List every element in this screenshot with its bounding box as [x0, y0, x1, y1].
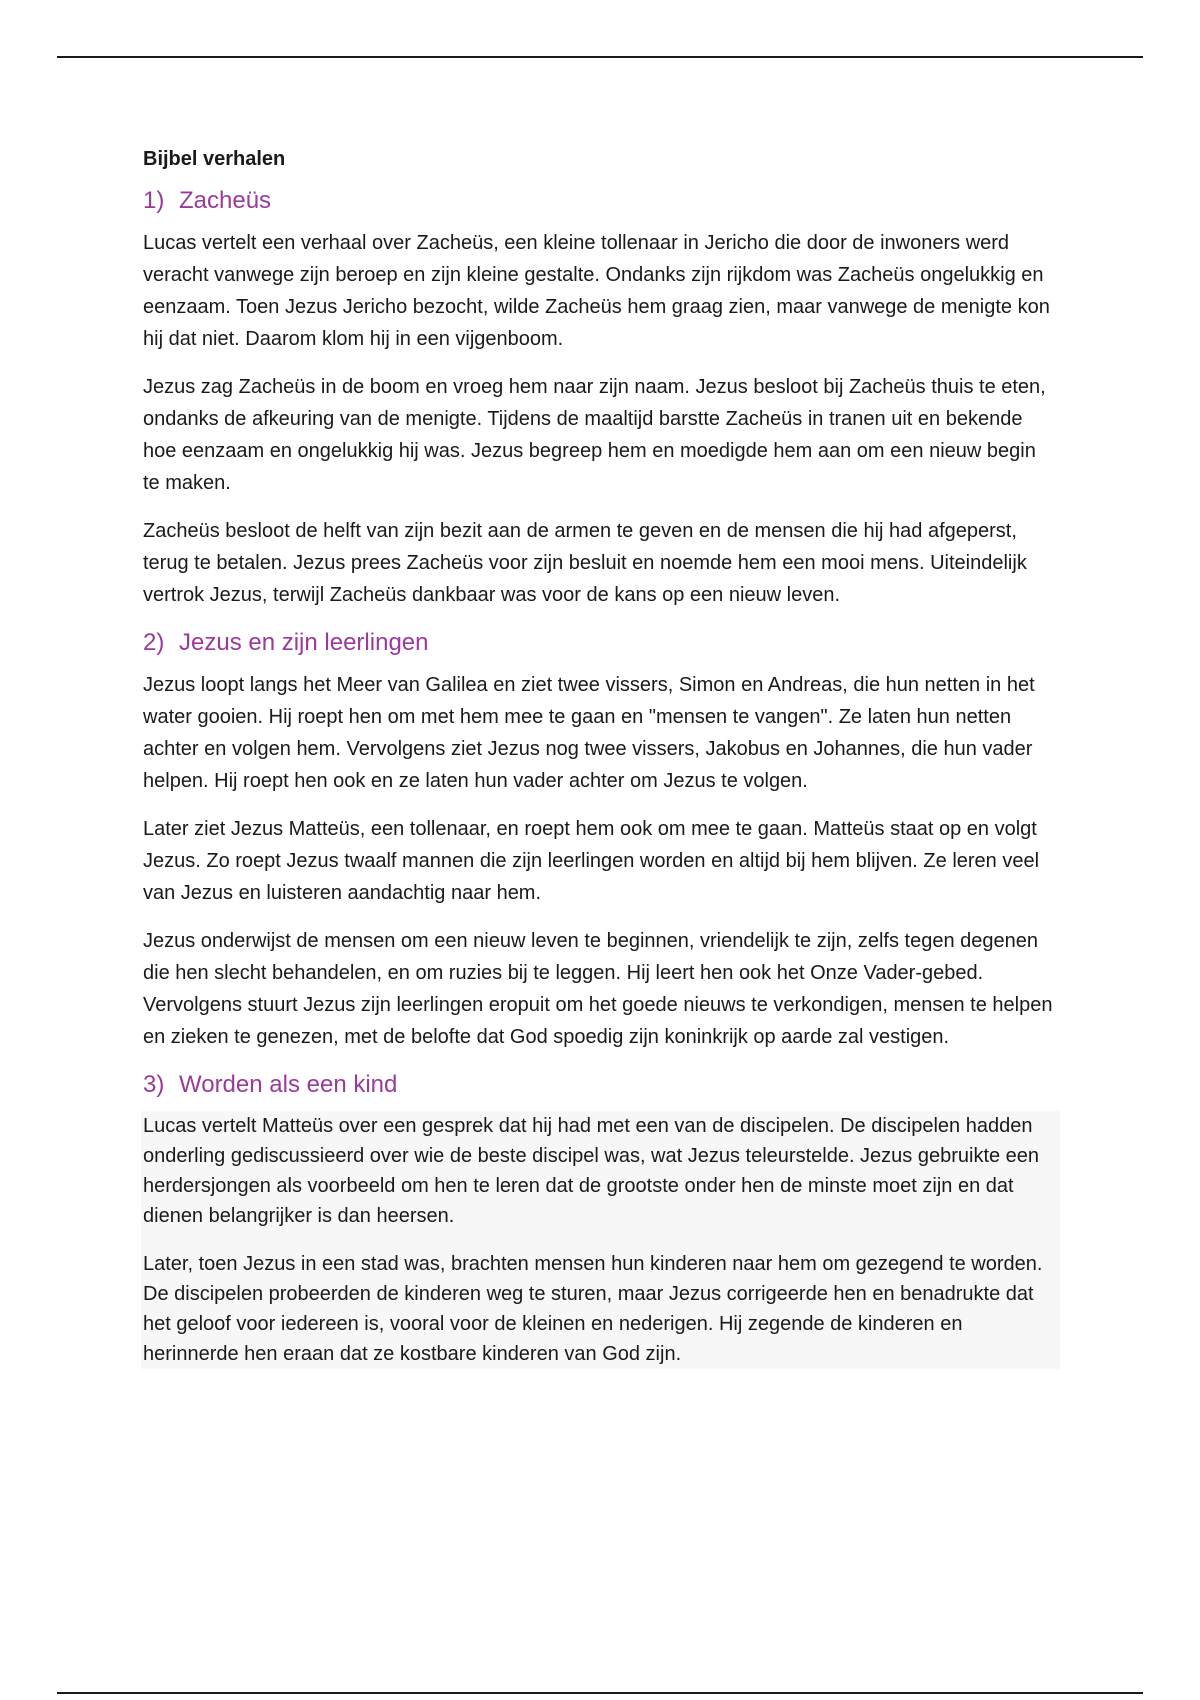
document-body: [143, 143, 1058, 1369]
document-title: Bijbel verhalen: [143, 148, 286, 170]
paragraph: Later ziet Jezus Matteüs, een tollenaar, en roept hem ook om mee te gaan. Matteüs staat op en volgt Jezus. Zo roept Jezus twaalf mannen die zijn leerlingen worden en altijd bij hem blijven. Ze leren veel van Jezus en luisteren aandachtig naar hem.: [143, 818, 1040, 904]
paragraph: Jezus onderwijst de mensen om een nieuw leven te beginnen, vriendelijk te zijn, zelfs tegen degenen die hen slecht behandelen, en om ruzies bij te leggen. Hij leert hen ook het Onze Vader-gebed. Vervolgens stuurt Jezus zijn leerlingen eropuit om het goede nieuws te verkondigen, mensen te helpen en zieken te genezen, met de belofte dat God spoedig zijn koninkrijk op aarde zal vestigen.: [143, 930, 1053, 1048]
section-number: 3): [143, 1071, 165, 1098]
section-title: Jezus en zijn leerlingen: [179, 629, 429, 656]
header-rule: [57, 56, 1143, 58]
paragraph: Lucas vertelt een verhaal over Zacheüs, een kleine tollenaar in Jericho die door de inwoners werd veracht vanwege zijn beroep en zijn kleine gestalte. Ondanks zijn rijkdom was Zacheüs ongelukkig en eenzaam. Toen Jezus Jericho bezocht, wilde Zacheüs hem graag zien, maar vanwege de menigte kon hij dat niet. Daarom klom hij in een vijgenboom.: [143, 232, 1050, 350]
section-title: Zacheüs: [179, 187, 272, 214]
section-heading-zacheus: [143, 185, 1058, 217]
shaded-text-block: [141, 1111, 1060, 1369]
paragraph: Zacheüs besloot de helft van zijn bezit aan de armen te geven en de mensen die hij had afgeperst, terug te betalen. Jezus prees Zacheüs voor zijn besluit en noemde hem een mooi mens. Uiteindelijk vertrok Jezus, terwijl Zacheüs dankbaar was voor de kans op een nieuw leven.: [143, 520, 1027, 606]
footer-rule: [57, 1692, 1143, 1694]
paragraph: Jezus zag Zacheüs in de boom en vroeg hem naar zijn naam. Jezus besloot bij Zacheüs thuis te eten, ondanks de afkeuring van de menigte. Tijdens de maaltijd barstte Zacheüs in tranen uit en bekende hoe eenzaam en ongelukkig hij was. Jezus begreep hem en moedigde hem aan om een nieuw begin te maken.: [143, 376, 1046, 494]
section-number: 1): [143, 187, 165, 214]
section-number: 2): [143, 629, 165, 656]
section-title: Worden als een kind: [179, 1071, 398, 1098]
paragraph: Lucas vertelt Matteüs over een gesprek dat hij had met een van de discipelen. De discipelen hadden onderling gediscussieerd over wie de beste discipel was, wat Jezus teleurstelde. Jezus gebruikte een herdersjongen als voorbeeld om hen te leren dat de grootste onder hen de minste moet zijn en dat dienen belangrijker is dan heersen.: [143, 1115, 1040, 1227]
paragraph: Later, toen Jezus in een stad was, brachten mensen hun kinderen naar hem om gezegend te worden. De discipelen probeerden de kinderen weg te sturen, maar Jezus corrigeerde hen en benadrukte dat het geloof voor iedereen is, vooral voor de kleinen en nederigen. Hij zegende de kinderen en herinnerde hen eraan dat ze kostbare kinderen van God zijn.: [143, 1253, 1043, 1365]
section-heading-worden-als-kind: [143, 1069, 1058, 1101]
section-heading-jezus-leerlingen: [143, 627, 1058, 659]
paragraph: Jezus loopt langs het Meer van Galilea en ziet twee vissers, Simon en Andreas, die hun netten in het water gooien. Hij roept hen om met hem mee te gaan en "mensen te vangen". Ze laten hun netten achter en volgen hem. Vervolgens ziet Jezus nog twee vissers, Jakobus en Johannes, die hun vader helpen. Hij roept hen ook en ze laten hun vader achter om Jezus te volgen.: [143, 674, 1035, 792]
